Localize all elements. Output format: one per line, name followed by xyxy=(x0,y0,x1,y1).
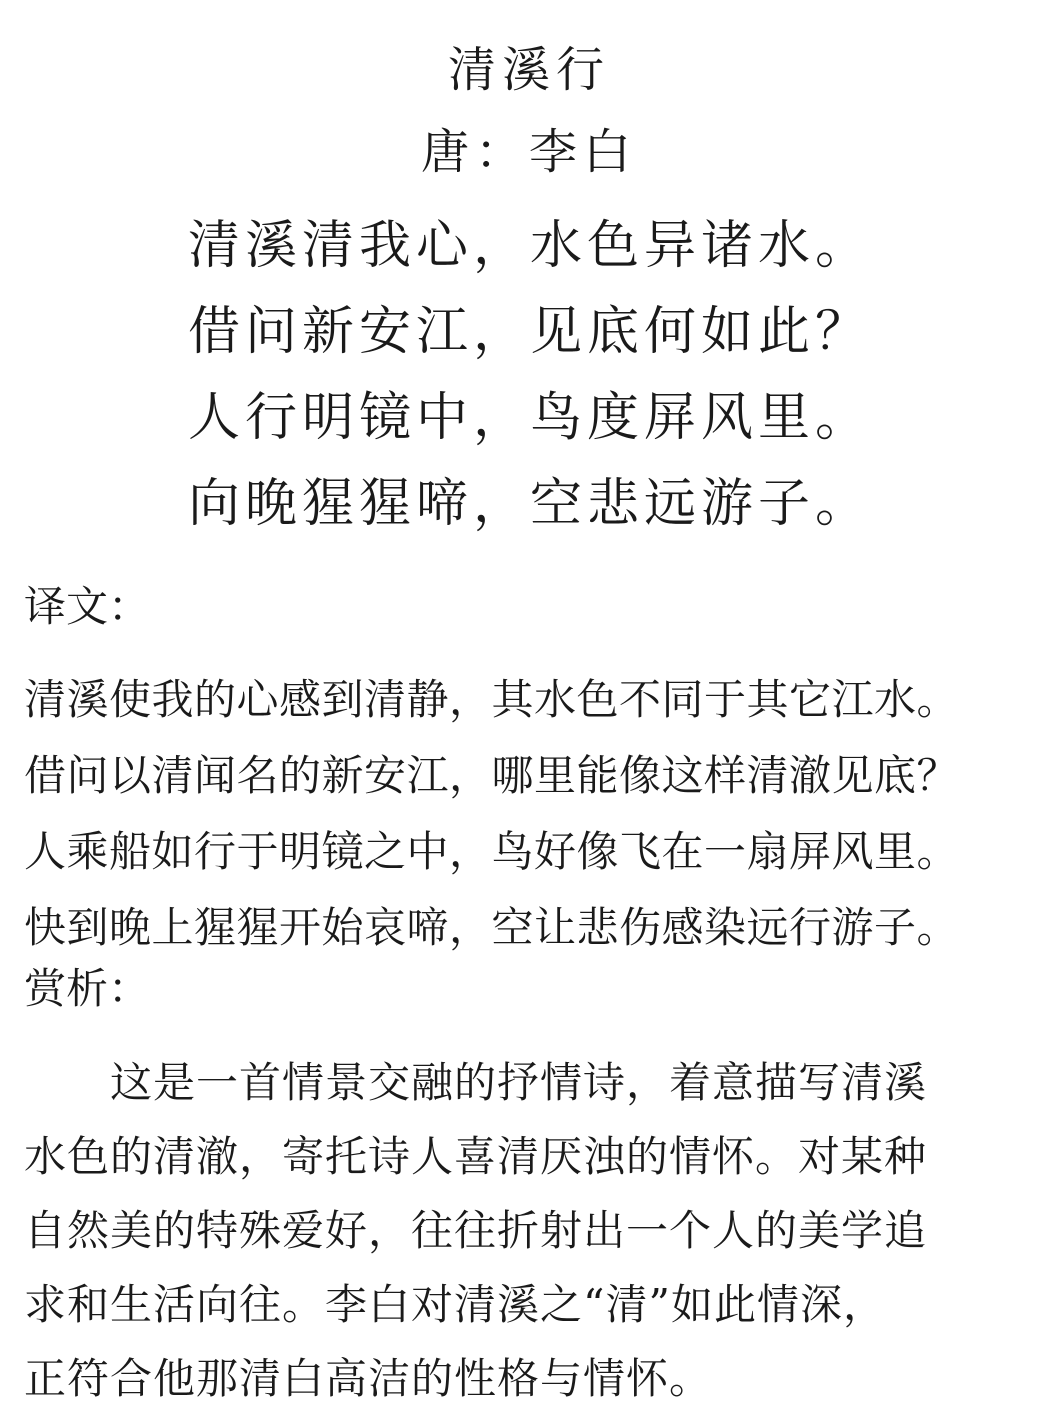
poem-line: 借问新安江，见底何如此？ xyxy=(188,302,873,362)
translation-line: 清溪使我的心感到清静，其水色不同于其它江水。 xyxy=(24,675,960,724)
poem-line: 清溪清我心，水色异诸水。 xyxy=(188,216,873,276)
poem-line: 人行明镜中，鸟度屏风里。 xyxy=(188,388,873,448)
appreciation-line: 求和生活向往。李白对清溪之“清”如此情深， xyxy=(24,1280,886,1329)
poem-body xyxy=(188,203,888,547)
translation-body xyxy=(24,662,1054,966)
translation-heading: 译文： xyxy=(24,582,151,631)
poem-line: 向晚猩猩啼，空悲远游子。 xyxy=(188,474,873,534)
appreciation-line: 正符合他那清白高洁的性格与情怀。 xyxy=(24,1354,713,1403)
appreciation-line: 自然美的特殊爱好，往往折射出一个人的美学追 xyxy=(24,1206,928,1255)
poem-title: 清溪行 xyxy=(447,42,610,98)
appreciation-line: 这是一首情景交融的抒情诗，着意描写清溪 xyxy=(24,1058,928,1107)
translation-line: 借问以清闻名的新安江，哪里能像这样清澈见底？ xyxy=(24,751,960,800)
appreciation-body xyxy=(24,1046,1024,1416)
appreciation-heading: 赏析： xyxy=(24,964,151,1013)
translation-line: 快到晚上猩猩开始哀啼，空让悲伤感染远行游子。 xyxy=(24,903,960,952)
appreciation-line: 水色的清澈，寄托诗人喜清厌浊的情怀。对某种 xyxy=(24,1132,928,1181)
translation-line: 人乘船如行于明镜之中，鸟好像飞在一扇屏风里。 xyxy=(24,827,960,876)
poem-author: 唐：李白 xyxy=(420,124,637,180)
